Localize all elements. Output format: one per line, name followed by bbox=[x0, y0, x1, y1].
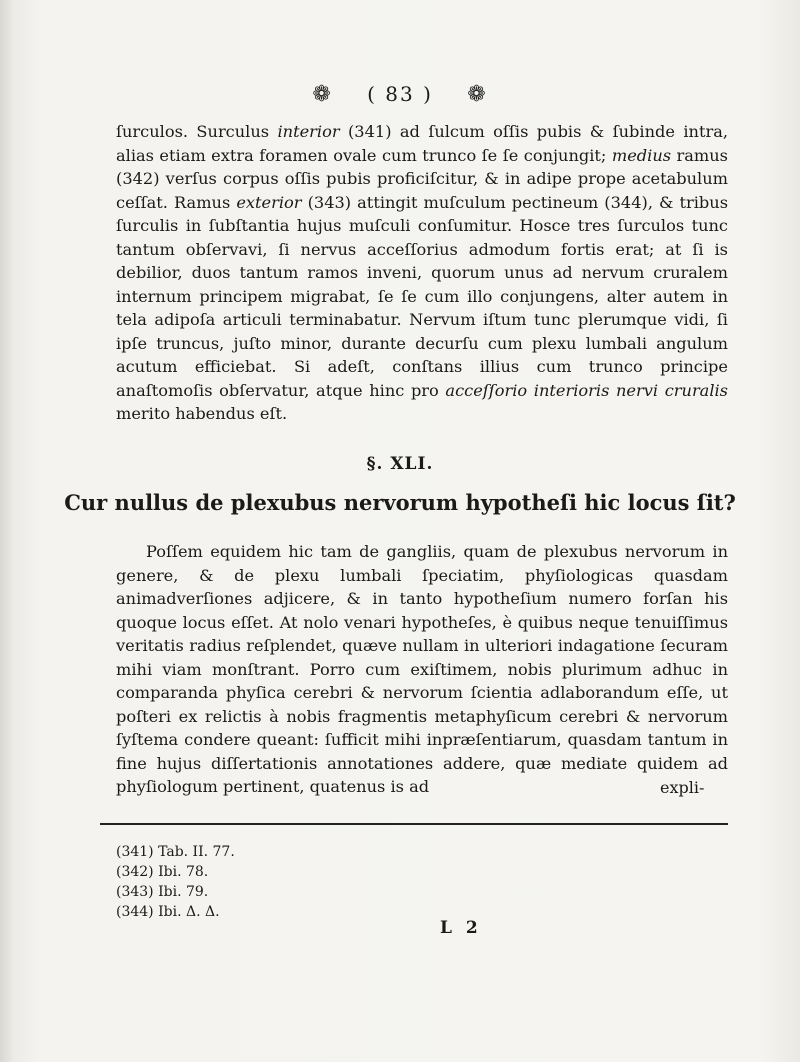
paragraph-continued bbox=[116, 120, 728, 426]
footnotes bbox=[116, 842, 235, 922]
catchword: expli- bbox=[660, 778, 705, 797]
ornament-left-icon: ❁ bbox=[312, 82, 333, 107]
italic-term: exterior bbox=[236, 192, 302, 212]
section-number: §. XLI. bbox=[366, 454, 434, 474]
ornament-right-icon: ❁ bbox=[467, 82, 488, 107]
text-run: merito habendus eſt. bbox=[116, 404, 288, 423]
footnote-344: (344) Ibi. Δ. Δ. bbox=[116, 904, 220, 920]
text-run: (343) attingit muſculum pectineum (344), & tribus ſurculis in ſubſtantia hujus muſculi conſumitur. Hosce tres ſurculos tunc tantum obſervavi, ſi nervus acceſſorius admodum fortis erat; at ſi is debilior, duos tantum ramos inveni, quorum unus ad nervum cruralem internum principem migrabat, ſe ſe cum illo conjungens, alter autem in tela adipoſa articuli terminabatur. Nervum iſtum tunc plerumque vidi, ſi ipſe truncus, juſto minor, durante decurſu cum plexu lumbali angulum acutum efficiebat. Si adeſt, conſtans illius cum trunco principe anaſtomoſis obſervatur, atque hinc pro bbox=[116, 192, 728, 400]
signature-mark: L 2 bbox=[440, 918, 482, 938]
footnote-341: (341) Tab. II. 77. bbox=[116, 844, 235, 860]
italic-term: interior bbox=[277, 122, 340, 141]
page-number: ( 83 ) bbox=[367, 82, 433, 106]
text-run: ſurculos. Surculus bbox=[116, 122, 278, 141]
paragraph-main: Poſſem equidem hic tam de gangliis, quam de plexubus nervorum in genere, & de plexu lumbali ſpeciatim, phyſiologicas quasdam animadverſiones adjicere, & in tanto hypotheſium numero forſan his quoque locus eſſet. At nolo venari hypotheſes, è quibus neque tenuiſſimus veritatis radius reſplendet, quæve nullam in ulteriori indagatione ſecuram mihi viam monſtrant. Porro cum exiſtimem, nobis plurimum adhuc in comparanda phyſica cerebri & nervorum ſcientia adlaborandum eſſe, ut poſteri ex relictis à nobis fragmentis metaphyſicum cerebri & nervorum ſyſtema condere queant: ſufficit mihi inpræſentiarum, quasdam tantum in fine hujus diſſertationis annotationes addere, quæ mediate quidem ad phyſiologum pertinent, quatenus is ad bbox=[116, 542, 728, 796]
text-run: (341) ad ſulcum oſſis pubis & ſubinde intra, alias etiam extra foramen ovale cum trunco ſe ſe conjungit; bbox=[116, 122, 728, 165]
footnote-rule bbox=[100, 823, 728, 825]
italic-term: medius bbox=[611, 145, 672, 165]
footnote-343: (343) Ibi. 79. bbox=[116, 884, 209, 900]
text-run: ramus (342) verſus corpus oſſis pubis proficiſcitur, & in adipe prope acetabulum ceſſat. Ramus bbox=[116, 145, 728, 212]
page-header bbox=[0, 82, 800, 107]
footnote-342: (342) Ibi. 78. bbox=[116, 864, 209, 880]
italic-term: acceſſorio interioris nervi cruralis bbox=[445, 380, 728, 400]
section-title: Cur nullus de plexubus nervorum hypotheſi hic locus ſit? bbox=[64, 490, 736, 515]
